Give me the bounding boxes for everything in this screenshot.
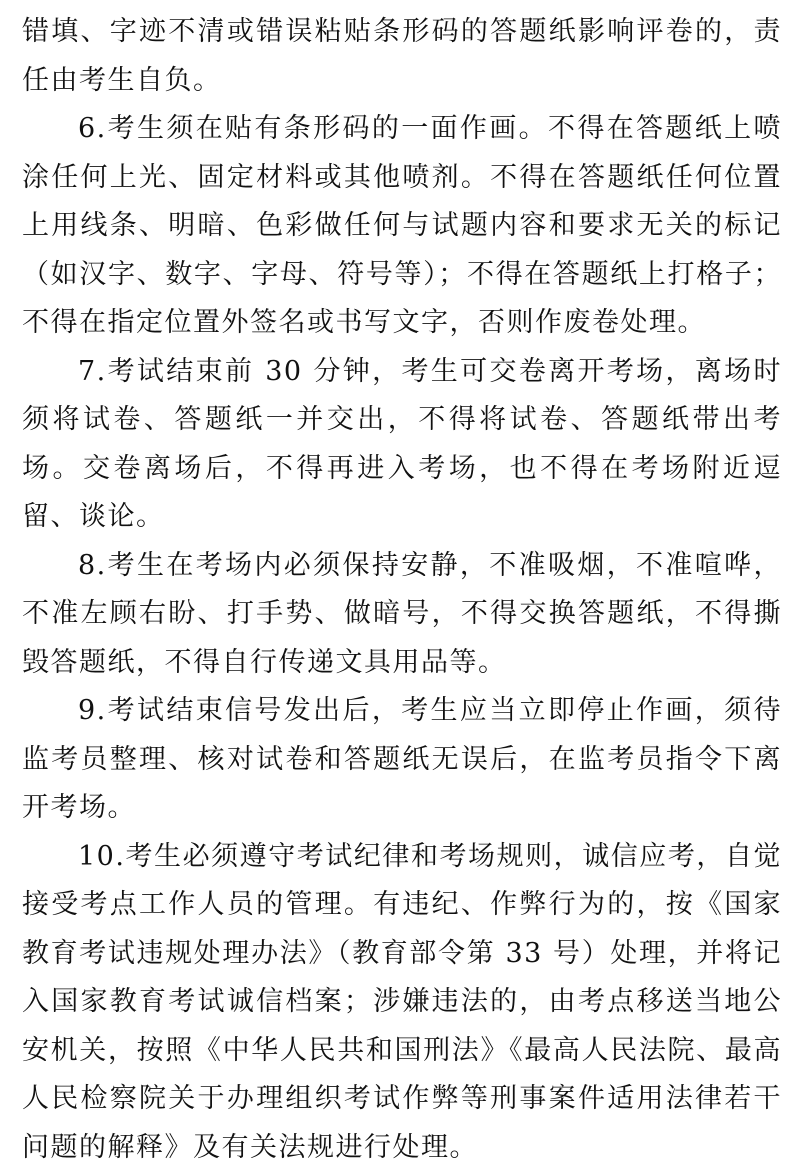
paragraph-rule-10-discipline: 10.考生必须遵守考试纪律和考场规则，诚信应考，自觉接受考点工作人员的管理。有违纪、作弊行为的，按《国家教育考试违规处理办法》（教育部令第 33 号）处理，并将记入国家教育考试诚信档案；涉嫌违法的，由考点移送当地公安机关，按照《中华人民共和国刑法》《最高人民法院、最高人民检察院关于办理组织考试作弊等刑事案件适用法律若干问题的解释》及有关法规进行处理。 (22, 833, 782, 1172)
paragraph-rule-8-quiet-conduct: 8.考生在考场内必须保持安静，不准吸烟，不准喧哗，不准左顾右盼、打手势、做暗号，不得交换答题纸，不得撕毁答题纸，不得自行传递文具用品等。 (22, 542, 782, 688)
paragraph-rule-7-early-submission: 7.考试结束前 30 分钟，考生可交卷离开考场，离场时须将试卷、答题纸一并交出，不得将试卷、答题纸带出考场。交卷离场后，不得再进入考场，也不得在考场附近逗留、谈论。 (22, 348, 782, 542)
paragraph-rule-9-end-signal: 9.考试结束信号发出后，考生应当立即停止作画，须待监考员整理、核对试卷和答题纸无误后，在监考员指令下离开考场。 (22, 687, 782, 833)
paragraph-rule-6-drawing-side: 6.考生须在贴有条形码的一面作画。不得在答题纸上喷涂任何上光、固定材料或其他喷剂。不得在答题纸任何位置上用线条、明暗、色彩做任何与试题内容和要求无关的标记（如汉字、数字、字母、符号等）；不得在答题纸上打格子；不得在指定位置外签名或书写文字，否则作废卷处理。 (22, 105, 782, 348)
paragraph-answer-sheet-responsibility: 错填、字迹不清或错误粘贴条形码的答题纸影响评卷的，责任由考生自负。 (22, 8, 782, 105)
